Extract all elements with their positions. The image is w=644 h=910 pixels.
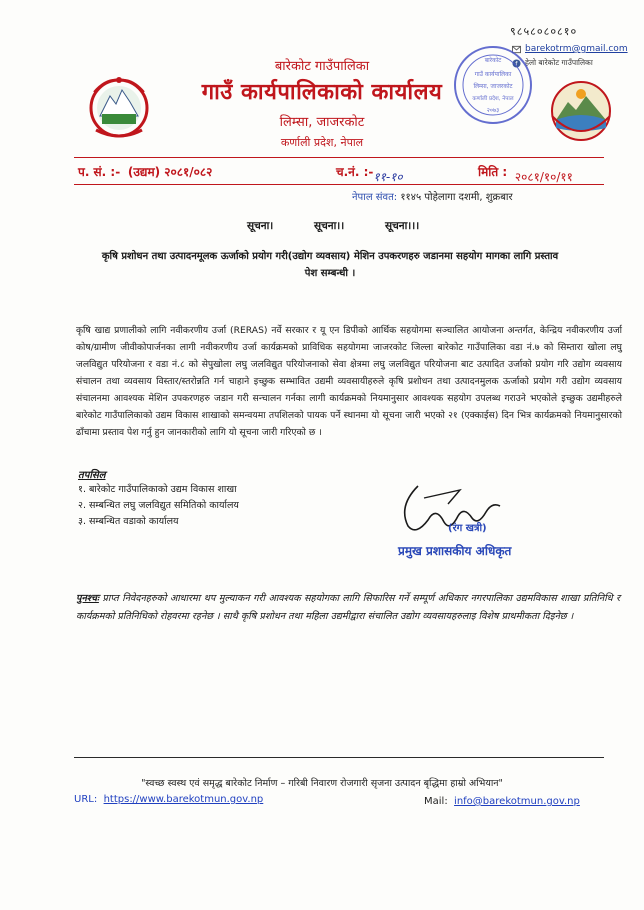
letter-date [478,163,573,184]
postscript [76,590,620,626]
svg-text:२०७३: २०७३ [486,107,500,114]
tapasil-list [78,482,239,530]
facebook-text: हेलो बारेकोट गाउँपालिका [525,58,593,67]
notice-word-1: सूचना। [247,220,274,232]
office-title: गाउँ कार्यपालिकाको कार्यालय [201,80,443,105]
office-province: कर्णाली प्रदेश, नेपाल [280,136,364,149]
signatory-title: प्रमुख प्रशासकीय अधिकृत [398,544,512,558]
patra-sankhya [78,163,212,180]
svg-text:f: f [515,60,518,68]
svg-text:गाउँ कार्यपालिका: गाउँ कार्यपालिका [474,71,512,78]
notice-body: कृषि खाद्य प्रणालीको लागि नवीकरणीय उर्जा (RERAS) नर्वे सरकार र यू एन डिपीको आर्थिक सहयोगमा सञ्चालित आयोजना अन्तर्गत, केन्द्रिय नवीकरणीय उर्जा कोष/ग्रामीण जीवीकोपार्जनका लागी नवीकरणीय उर्जा कार्यक्रमको प्राविधिक सहयोगमा जाजरकोट जिल्ला बारेकोट गाउँपालिका वडा नं.७ को सिम्तारा खोला लघु जलविद्युत परियोजना र वडा नं.८ को सेपुखोला लघु जलविद्युत परियोजनाको सेवा क्षेत्रमा लघु जलविद्युत परियोजना बाट उत्पादित उर्जाको प्रयोग गरि उद्योग व्यवसाय संचालन तथा व्यवसाय विस्तार/स्तरोन्नति गर्न चाहाने इच्छुक सम्भावित उद्यमी व्यवसायीहरुले कृषि प्रशोधन तथा उत्पादनमुलक ऊर्जाको प्रयोग गरी उद्योग व्यवसाय संचालनमा आवश्यक मेशिन उपकरणहरु जडान गरी सन्चालन गर्नका लागी कार्यक्रमको नियमानुसार आवश्यक सहयोग उपलब्ध गराउने भएकोले इच्छुक उद्यमीहरुले बारेकोट गाउँपालिकाको उद्यम विकास शाखाको समन्वयमा तपशिलको पायक पर्ने स्थानमा यो सूचना जारी भएको २१ (एक्काईस) दिन भित्र कार्यक्रमको नियमानुसारको ढाँचामा प्रस्ताव पेश गर्नु हुन जानकारीको लागि यो सूचना जारी गरिएको छ । [76,325,622,438]
nepal-sambat-value: ११४५ पोहेलागा दशमी, शुक्रबार [400,192,513,203]
footer-slogan: "स्वच्छ स्वस्थ एवं समृद्ध बारेकोट निर्माण – गरिबी निवारण रोजगारी सृजना उत्पादन बृद्धिमा हाम्रो अभियान" [141,778,503,789]
chalani-label: च.नं. :- [336,165,374,179]
list-item: ३. सम्बन्धित वडाको कार्यालय [78,516,179,527]
url-label: URL: [74,794,98,805]
nepal-sambat-label: नेपाल संवत: [352,192,398,203]
reference-bar [74,157,604,185]
svg-text:लिम्सा, जाजरकोट: लिम्सा, जाजरकोट [473,83,513,90]
notice-word-3: सूचना।।। [385,220,420,232]
footer-divider [74,757,604,758]
list-item: १. बारेकोट गाउँपालिकाको उद्यम विकास शाखा [78,484,237,495]
tapasil-title: तपसिल [78,470,106,481]
postscript-text: प्राप्त निवेदनहरुको आधारमा थप मुल्याकन गरी आवश्यक सहयोगका लागि सिफारिस गर्ने सम्पूर्ण अधिकार नगरपालिका उद्यमविकास शाखा प्रतिनिधि र कार्यक्रमको प्रतिनिधिको रोहवरमा रहनेछ । साथै कृषि प्रशोधन तथा महिला उद्यमीद्वारा संचालित उद्योग व्यवसायहरुलाइ विशेष प्राथमीकता दिइनेछ । [76,593,620,622]
phone-number: ९८५८०८०८१० [510,25,578,38]
official-stamp [452,44,534,126]
notice-word-2: सूचना।। [314,220,345,232]
date-label: मिति : [478,165,508,179]
municipality-name: बारेकोट गाउँपालिका [274,59,370,74]
url-value[interactable]: https://www.barekotmun.gov.np [103,794,264,805]
barekot-logo [546,80,616,142]
svg-text:कर्णाली प्रदेश, नेपाल: कर्णाली प्रदेश, नेपाल [472,96,514,102]
date-value: २०८१/१०/११ [514,170,573,184]
subject-line: कृषि प्रशोधन तथा उत्पादनमूलक ऊर्जाको प्रयोग गरी(उद्योग व्यवसाय) मेशिन उपकरणहरु जडानमा सहयोग मागका लागि प्रस्ताव पेश सम्बन्धी । [101,251,559,279]
chalani-value: ११-१० [373,170,403,184]
postscript-label: पुनश्चः [76,593,99,604]
email-text: barekotrm@gmail.com [525,44,628,54]
svg-text:बारेकोट: बारेकोट [484,57,502,64]
mail-label: Mail: [424,796,448,807]
mail-value[interactable]: info@barekotmun.gov.np [454,796,580,807]
list-item: २. सम्बन्धित लघु जलविद्युत समितिको कार्यालय [78,500,239,511]
patra-sankhya-value: (उद्यम) २०८१/०८२ [127,165,213,179]
mail-link[interactable] [424,796,580,807]
office-address: लिम्सा, जाजरकोट [279,115,365,130]
website-link[interactable] [74,794,263,805]
signatory-name: (रंग खत्री) [448,523,487,534]
chalani-number [336,163,403,184]
patra-sankhya-label: प. सं. :- [78,165,121,179]
nepal-sambat [352,189,513,203]
